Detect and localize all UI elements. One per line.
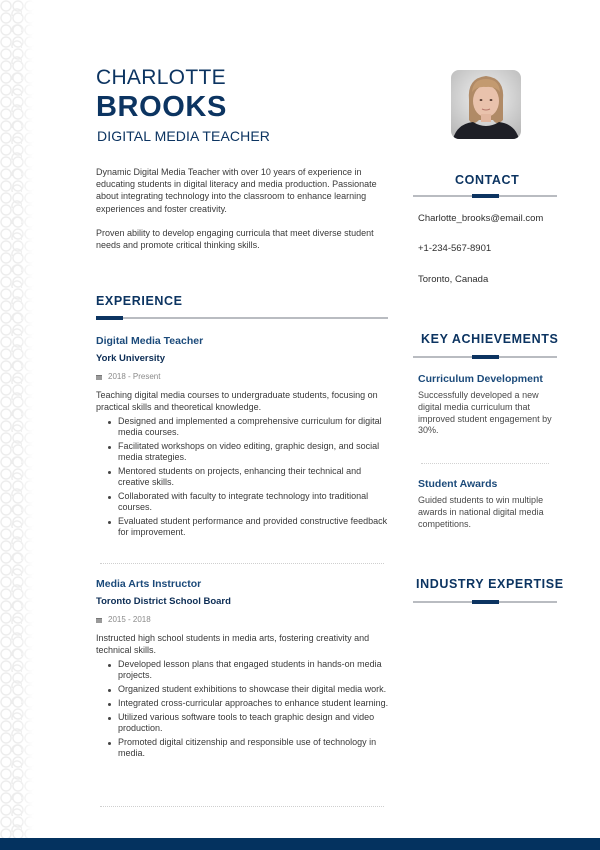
divider-accent [472,355,499,359]
job-title: DIGITAL MEDIA TEACHER [97,128,270,144]
experience-role: Media Arts Instructor [96,578,202,590]
footer-bar [0,838,600,850]
experience-dates-text: 2018 - Present [108,372,161,381]
contact-location: Toronto, Canada [418,274,489,285]
experience-bullets [96,416,392,538]
expertise-divider [413,601,557,603]
experience-bullet: Designed and implemented a comprehensive curriculum for digital media courses. [106,416,392,438]
achievement-description: Guided students to win multiple awards in national digital media competitions. [418,495,544,529]
first-name: CHARLOTTE [96,66,226,89]
experience-separator [100,563,384,564]
experience-bullet: Developed lesson plans that engaged students in hands-on media projects. [106,659,392,681]
divider-accent [96,316,123,320]
profile-summary [96,166,396,251]
achievements-divider [413,356,557,358]
experience-organization: York University [96,353,165,364]
contact-phone[interactable]: +1-234-567-8901 [418,243,492,254]
experience-divider [96,317,388,319]
decorative-pattern-strip [0,0,34,838]
expertise-section-title: INDUSTRY EXPERTISE [416,577,564,591]
achievement-item [418,478,558,530]
experience-separator [100,806,384,807]
achievement-description: Successfully developed a new digital media curriculum that improved student engagement by 30%. [418,390,552,436]
experience-item [96,578,392,759]
experience-description: Teaching digital media courses to undergraduate students, focusing on practical skills and theoretical knowledge. [96,390,378,412]
experience-dates [96,615,392,625]
calendar-icon [96,618,102,623]
summary-paragraph: Dynamic Digital Media Teacher with over 10 years of experience in educating students in digital literacy and media production. Passionate about integrating technology into the classroom to enhance learning experiences and foster creativity. [96,167,377,214]
experience-bullet: Collaborated with faculty to integrate technology into traditional courses. [106,491,392,513]
profile-photo [451,70,521,139]
contact-section-title: CONTACT [455,173,520,187]
experience-bullet: Utilized various software tools to teach graphic design and video production. [106,712,392,734]
experience-dates [96,372,392,382]
achievement-title: Student Awards [418,478,498,490]
achievement-item [418,373,558,437]
experience-bullets [96,659,392,759]
achievement-title: Curriculum Development [418,373,543,385]
experience-bullet: Mentored students on projects, enhancing their technical and creative skills. [106,466,392,488]
divider-accent [472,600,499,604]
summary-paragraph: Proven ability to develop engaging curricula that meet diverse student needs and promote critical thinking skills. [96,227,374,251]
last-name: BROOKS [96,91,227,123]
achievement-separator [421,463,549,464]
experience-organization: Toronto District School Board [96,596,231,607]
experience-bullet: Integrated cross-curricular approaches to enhance student learning. [106,698,392,709]
experience-bullet: Facilitated workshops on video editing, graphic design, and social media strategies. [106,441,392,463]
experience-bullet: Evaluated student performance and provided constructive feedback for improvement. [106,516,392,538]
experience-description: Instructed high school students in media arts, fostering creativity and technical skills. [96,633,370,655]
contact-email[interactable]: Charlotte_brooks@email.com [418,213,544,224]
experience-role: Digital Media Teacher [96,335,204,347]
calendar-icon [96,375,102,380]
experience-dates-text: 2015 - 2018 [108,615,151,624]
experience-bullet: Promoted digital citizenship and responsible use of technology in media. [106,737,392,759]
achievements-section-title: KEY ACHIEVEMENTS [421,332,559,346]
experience-section-title: EXPERIENCE [96,294,183,308]
experience-item [96,335,392,538]
experience-bullet: Organized student exhibitions to showcase their digital media work. [106,684,392,695]
divider-accent [472,194,499,198]
contact-divider [413,195,557,197]
portrait-photo-icon [451,70,521,139]
